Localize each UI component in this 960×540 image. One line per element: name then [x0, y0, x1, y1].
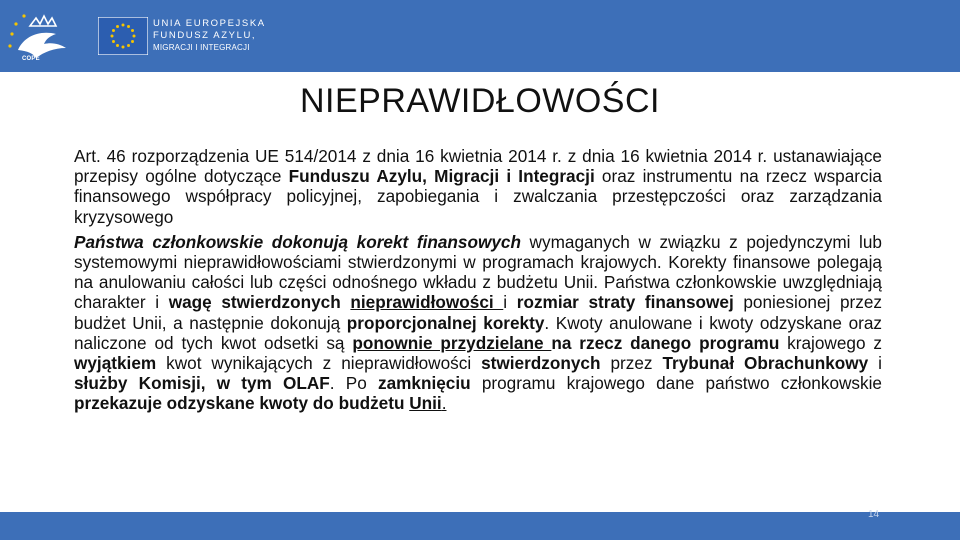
eu-star-icon — [127, 25, 130, 28]
fund-line-3: MIGRACJI I INTEGRACJI — [153, 43, 250, 52]
text-run: poniesionej przez budżet Unii, a następnie dokonują — [74, 292, 882, 333]
text-run: krajowego z — [779, 332, 882, 353]
text-run: oraz instrumentu na rzecz wsparcia finansowego współpracy policyjnej, zapobiegania i zwalczania przestępczości oraz zarządzania kryzysowego — [74, 166, 882, 227]
eu-star-icon — [112, 40, 115, 43]
cope-eagle-logo — [6, 6, 74, 68]
eu-star-icon — [116, 44, 119, 47]
slide-title: NIEPRAWIDŁOWOŚCI — [300, 82, 660, 120]
text-run: rozmiar straty finansowej — [516, 292, 734, 313]
eu-star-icon — [131, 40, 134, 43]
text-run: ponownie przydzielane — [352, 332, 552, 353]
text-run: służby Komisji, w tym OLAF — [74, 373, 330, 394]
text-run: . — [441, 393, 447, 414]
eu-star-icon — [122, 24, 125, 27]
text-run: Funduszu Azylu, Migracji i Integracji — [288, 166, 595, 187]
text-run: Państwa członkowskie dokonują korekt finansowych — [74, 231, 521, 252]
text-run: nieprawidłowości — [350, 292, 504, 313]
eu-star-icon — [116, 25, 119, 28]
eu-star-icon — [127, 44, 130, 47]
text-run: . Kwoty anulowane i kwoty odzyskane oraz naliczone od tych kwot odsetki są — [74, 312, 883, 353]
footer-band — [0, 512, 960, 540]
text-run: przez — [600, 353, 663, 374]
text-run: proporcjonalnej korekty — [346, 312, 545, 333]
text-run: i — [503, 292, 517, 313]
paragraph-legal-basis — [74, 146, 882, 227]
text-run: i — [868, 353, 882, 374]
text-run: programu krajowego dane państwo członkowskie — [470, 373, 882, 394]
text-run: kwot wynikających z nieprawidłowości — [156, 353, 482, 374]
text-run — [341, 292, 351, 312]
eu-flag-icon — [98, 17, 148, 55]
text-run: wyjątkiem — [74, 353, 157, 374]
text-run: zamknięciu — [377, 373, 471, 394]
fund-line-2: FUNDUSZ AZYLU, — [153, 30, 257, 41]
header-band — [0, 0, 960, 72]
text-run: przekazuje odzyskane kwoty do budżetu — [74, 393, 405, 414]
eu-star-icon — [133, 35, 136, 38]
eu-star-icon — [111, 35, 114, 38]
slide-body — [74, 146, 882, 419]
eu-star-icon — [112, 29, 115, 32]
text-run: Trybunał Obrachunkowy — [662, 353, 869, 374]
fund-name — [153, 18, 266, 54]
eu-star-icon — [131, 29, 134, 32]
text-run: Unii — [409, 393, 442, 414]
eu-star-icon — [122, 46, 125, 49]
text-run: stwierdzonych — [481, 353, 601, 374]
fund-line-1: UNIA EUROPEJSKA — [153, 18, 266, 29]
text-run: na rzecz danego programu — [551, 332, 780, 353]
paragraph-corrections — [74, 232, 882, 414]
text-run: . Po — [329, 373, 378, 394]
text-run: wagę stwierdzonych — [168, 292, 341, 313]
page-number: 14 — [868, 509, 880, 520]
cope-logo-text: COPE — [22, 56, 40, 62]
text-run: wymaganych w związku z pojedynczymi lub systemowymi nieprawidłowościami stwierdzonymi w programach krajowych. Korekty finansowe polegają na anulowaniu całości lub części odnośnego wkładu z budżetu Unii. Państwa członkowskie uwzględniają charakter i — [74, 231, 882, 313]
text-run: Art. 46 rozporządzenia UE 514/2014 z dnia 16 kwietnia 2014 r. z dnia 16 kwietnia 2014 r. ustanawiające przepisy ogólne dotyczące — [74, 146, 882, 187]
